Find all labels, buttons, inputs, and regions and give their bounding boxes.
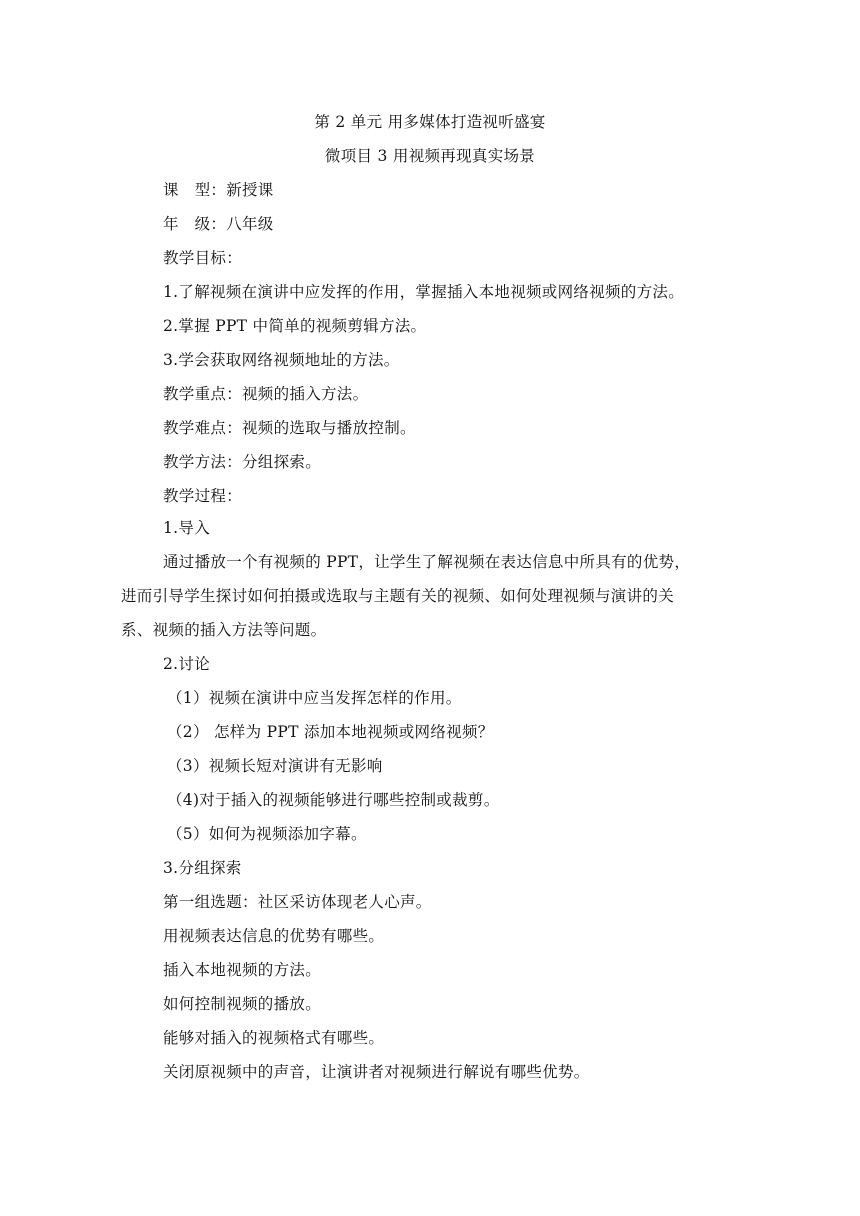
objectives-heading: 教学目标： xyxy=(163,249,243,267)
intro-title: 1.导入 xyxy=(163,519,210,537)
intro-paragraph-line: 通过播放一个有视频的 PPT，让学生了解视频在表达信息中所具有的优势， xyxy=(163,553,691,571)
exploration-item: 插入本地视频的方法。 xyxy=(163,961,322,979)
teaching-method: 教学方法：分组探索。 xyxy=(163,453,322,471)
discussion-title: 2.讨论 xyxy=(163,655,210,673)
process-heading: 教学过程： xyxy=(163,487,243,505)
exploration-title: 3.分组探索 xyxy=(163,859,242,877)
exploration-item: 第一组选题：社区采访体现老人心声。 xyxy=(163,893,432,911)
exploration-item: 如何控制视频的播放。 xyxy=(163,995,322,1013)
exploration-item: 关闭原视频中的声音，让演讲者对视频进行解说有哪些优势。 xyxy=(163,1063,590,1081)
intro-paragraph-line: 系、视频的插入方法等问题。 xyxy=(121,621,327,639)
objective-item: 3.学会获取网络视频地址的方法。 xyxy=(163,351,400,369)
course-type: 课 型：新授课 xyxy=(163,181,274,199)
difficult-point: 教学难点：视频的选取与播放控制。 xyxy=(163,419,416,437)
exploration-item: 用视频表达信息的优势有哪些。 xyxy=(163,927,385,945)
key-point: 教学重点：视频的插入方法。 xyxy=(163,385,369,403)
intro-paragraph-line: 进而引导学生探讨如何拍摄或选取与主题有关的视频、如何处理视频与演讲的关 xyxy=(121,587,675,605)
grade: 年 级：八年级 xyxy=(163,215,274,233)
project-title: 微项目 3 用视频再现真实场景 xyxy=(324,147,536,165)
objective-item: 2.掌握 PPT 中简单的视频剪辑方法。 xyxy=(163,317,427,335)
discussion-item: （2） 怎样为 PPT 添加本地视频或网络视频？ xyxy=(167,723,494,741)
objective-item: 1.了解视频在演讲中应发挥的作用，掌握插入本地视频或网络视频的方法。 xyxy=(163,283,684,301)
unit-title: 第 2 单元 用多媒体打造视听盛宴 xyxy=(314,113,546,131)
exploration-item: 能够对插入的视频格式有哪些。 xyxy=(163,1029,385,1047)
discussion-item: （5）如何为视频添加字幕。 xyxy=(167,825,367,843)
discussion-item: （1）视频在演讲中应当发挥怎样的作用。 xyxy=(167,689,462,707)
discussion-item: （3）视频长短对演讲有无影响 xyxy=(167,757,383,775)
discussion-item: （4)对于插入的视频能够进行哪些控制或裁剪。 xyxy=(167,791,500,809)
